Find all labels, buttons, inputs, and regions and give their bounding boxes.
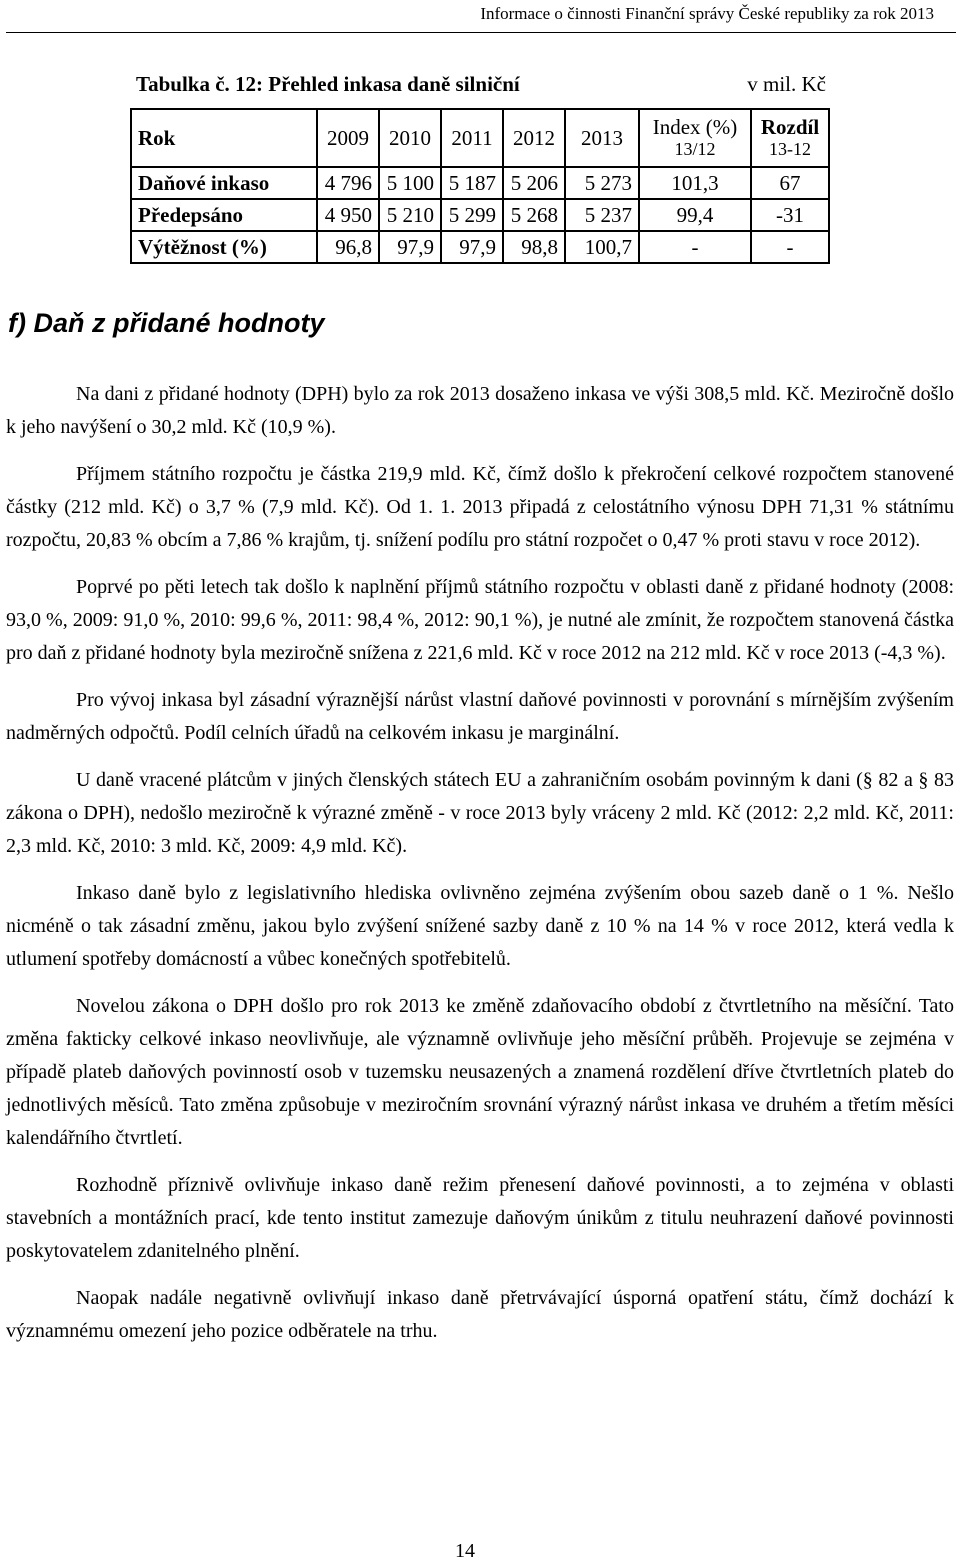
table-cell: 5 210 <box>379 199 441 231</box>
table-cell: 4 796 <box>317 167 379 199</box>
row-label: Předepsáno <box>131 199 317 231</box>
table-row <box>131 167 829 199</box>
table-caption-title: Tabulka č. 12: Přehled inkasa daně silniční <box>136 72 520 96</box>
table-row <box>131 231 829 263</box>
header-diff <box>751 109 829 167</box>
road-tax-table <box>130 108 830 264</box>
paragraph: Naopak nadále negativně ovlivňují inkaso daně přetrvávající úsporná opatření státu, čímž dochází k významnému omezení jeho pozice odběratele na trhu. <box>6 1287 954 1342</box>
paragraph: Novelou zákona o DPH došlo pro rok 2013 ke změně zdaňovacího období z čtvrtletního na měsíční. Tato změna fakticky celkové inkaso neovlivňuje, ale významně ovlivňuje jeho měsíční průběh. Projevuje se zejména v případě plateb daňových povinností osob v tuzemsku neusazených a znamená rozdělení dříve čtvrtletních plateb do jednotlivých měsíců. Tato změna způsobuje v meziročním srovnání výrazný nárůst inkasa ve druhém a třetím měsíci kalendářního čtvrtletí. <box>6 995 954 1149</box>
table-header-row <box>131 109 829 167</box>
index-cell: 101,3 <box>639 167 751 199</box>
header-year: 2011 <box>441 109 503 167</box>
paragraph: U daně vracené plátcům v jiných členských státech EU a zahraničním osobám povinným k dani (§ 82 a § 83 zákona o DPH), nedošlo meziročně k výrazné změně - v roce 2013 byly vráceny 2 mld. Kč (2012: 2,2 mld. Kč, 2011: 2,3 mld. Kč, 2010: 3 mld. Kč, 2009: 4,9 mld. Kč). <box>6 769 954 857</box>
header-index-sub: 13/12 <box>674 139 716 159</box>
paragraph: Na dani z přidané hodnoty (DPH) bylo za rok 2013 dosaženo inkasa ve výši 308,5 mld. Kč. Meziročně došlo k jeho navýšení o 30,2 mld. Kč (10,9 %). <box>6 383 954 438</box>
table-cell: 5 187 <box>441 167 503 199</box>
table-cell: 5 299 <box>441 199 503 231</box>
row-label: Výtěžnost (%) <box>131 231 317 263</box>
header-divider <box>6 32 956 33</box>
header-index-label: Index (%) <box>652 115 738 139</box>
table-cell: 4 950 <box>317 199 379 231</box>
diff-cell: 67 <box>751 167 829 199</box>
section-heading: f) Daň z přidané hodnoty <box>8 308 325 338</box>
body-text <box>6 378 954 1362</box>
index-cell: 99,4 <box>639 199 751 231</box>
diff-cell: -31 <box>751 199 829 231</box>
paragraph: Poprvé po pěti letech tak došlo k naplnění příjmů státního rozpočtu v oblasti daně z přidané hodnoty (2008: 93,0 %, 2009: 91,0 %, 2010: 99,6 %, 2011: 98,4 %, 2012: 90,1 %), je nutné ale zmínit, že rozpočtem stanovená částka pro daň z přidané hodnoty byla meziročně snížena z 221,6 mld. Kč v roce 2012 na 212 mld. Kč v roce 2013 (-4,3 %). <box>6 576 954 664</box>
table-cell: 5 273 <box>565 167 639 199</box>
header-index <box>639 109 751 167</box>
table-cell: 96,8 <box>317 231 379 263</box>
table-cell: 5 268 <box>503 199 565 231</box>
header-year: 2013 <box>565 109 639 167</box>
running-header: Informace o činnosti Finanční správy České republiky za rok 2013 <box>480 4 934 23</box>
header-year: 2012 <box>503 109 565 167</box>
table-cell: 5 100 <box>379 167 441 199</box>
table-cell: 5 206 <box>503 167 565 199</box>
table-cell: 98,8 <box>503 231 565 263</box>
paragraph: Rozhodně příznivě ovlivňuje inkaso daně režim přenesení daňové povinnosti, a to zejména v oblasti stavebních a montážních prací, kde tento institut zamezuje daňovým únikům z titulu neuhrazení daňové povinnosti poskytovatelem zdanitelného plnění. <box>6 1174 954 1262</box>
table-cell: 97,9 <box>379 231 441 263</box>
header-diff-label: Rozdíl <box>760 115 820 139</box>
table-unit: v mil. Kč <box>747 72 826 96</box>
header-year: 2009 <box>317 109 379 167</box>
table-caption <box>136 72 826 102</box>
paragraph: Pro vývoj inkasa byl zásadní výraznější nárůst vlastní daňové povinnosti v porovnání s mírnějším zvýšením nadměrných odpočtů. Podíl celních úřadů na celkovém inkasu je marginální. <box>6 689 954 744</box>
index-cell: - <box>639 231 751 263</box>
table-cell: 97,9 <box>441 231 503 263</box>
header-year: 2010 <box>379 109 441 167</box>
paragraph: Inkaso daně bylo z legislativního hlediska ovlivněno zejména zvýšením obou sazeb daně o 1 %. Nešlo nicméně o tak zásadní změnu, jakou bylo zvýšení snížené sazby daně z 10 % na 14 % v roce 2012, která vedla k utlumení spotřeby domácností a vůbec konečných spotřebitelů. <box>6 882 954 970</box>
header-diff-sub: 13-12 <box>769 139 811 159</box>
table-cell: 5 237 <box>565 199 639 231</box>
page-number: 14 <box>455 1540 475 1562</box>
paragraph: Příjmem státního rozpočtu je částka 219,9 mld. Kč, čímž došlo k překročení celkové rozpočtem stanovené částky (212 mld. Kč) o 3,7 % (7,9 mld. Kč). Od 1. 1. 2013 připadá z celostátního výnosu DPH 71,31 % státnímu rozpočtu, 20,83 % obcím a 7,86 % krajům, tj. snížení podílu pro státní rozpočet o 0,47 % proti stavu v roce 2012). <box>6 463 954 551</box>
row-label: Daňové inkaso <box>131 167 317 199</box>
table-row <box>131 199 829 231</box>
header-rok: Rok <box>131 109 317 167</box>
table-cell: 100,7 <box>565 231 639 263</box>
diff-cell: - <box>751 231 829 263</box>
